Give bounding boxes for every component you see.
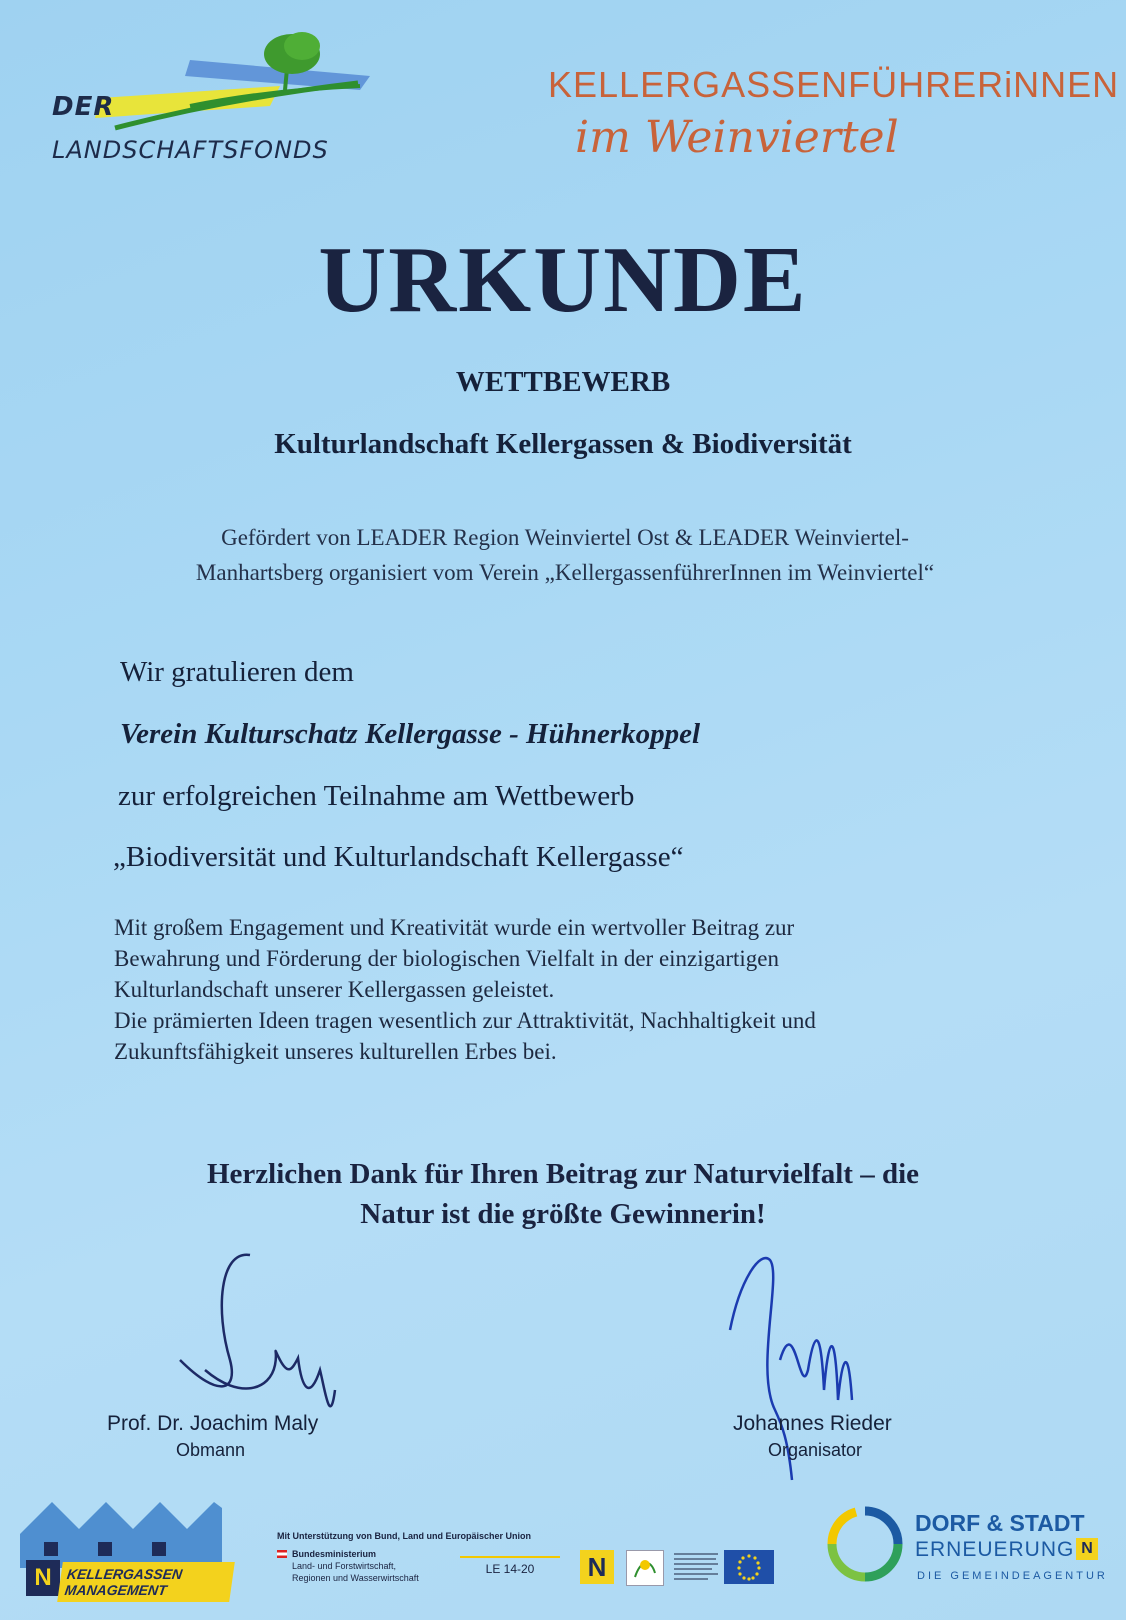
competition-quote: „Biodiversität und Kulturlandschaft Kellergasse“: [113, 841, 684, 873]
signatory-right-name: Johannes Rieder: [733, 1412, 892, 1435]
kellergassen-management-label: [57, 1562, 235, 1602]
signatory-right-role: Organisator: [768, 1440, 863, 1460]
certificate-title: URKUNDE: [318, 228, 808, 332]
ministry-line: Land- und Forstwirtschaft,: [292, 1561, 397, 1571]
funding-note: [100, 520, 1030, 590]
austria-flag-icon: [277, 1550, 287, 1558]
kellergassen-logo-subtitle: im Weinviertel: [575, 112, 899, 163]
dorf-stadt-ring-icon: [826, 1505, 904, 1583]
competition-label: WETTBEWERB: [455, 366, 671, 398]
support-note: Mit Unterstützung von Bund, Land und Europäischer Union: [277, 1531, 531, 1541]
signatory-left-name: Prof. Dr. Joachim Maly: [107, 1412, 319, 1435]
signatory-left-role: Obmann: [176, 1440, 246, 1460]
recipient-name: Verein Kulturschatz Kellergasse - Hühnerkoppel: [120, 718, 701, 750]
noe-logo-icon: N: [580, 1550, 614, 1584]
le-14-20-logo: LE 14-20: [460, 1556, 560, 1586]
noe-small-badge-icon: N: [1076, 1538, 1098, 1560]
landschaftsfonds-line2: LANDSCHAFTSFONDS: [52, 136, 329, 164]
dorf-stadt-line3: DIE GEMEINDEAGENTUR: [917, 1570, 1108, 1582]
body-line: Zukunftsfähigkeit unseres kulturellen Erbes bei.: [114, 1039, 557, 1064]
body-paragraph: [114, 912, 1014, 1067]
dorf-stadt-line2: ERNEUERUNG: [915, 1538, 1075, 1561]
thanks-line: Natur ist die größte Gewinnerin!: [360, 1198, 766, 1230]
body-line: Bewahrung und Förderung der biologischen Vielfalt in der einzigartigen: [114, 946, 780, 971]
eu-fund-text: [672, 1550, 720, 1585]
thanks-message: [60, 1154, 1066, 1234]
leader-logo-icon: [626, 1550, 664, 1586]
body-line: Kulturlandschaft unserer Kellergassen geleistet.: [114, 977, 555, 1002]
signature-maly: [160, 1250, 370, 1430]
ministry-logo: [292, 1548, 419, 1584]
funding-line: Manhartsberg organisiert vom Verein „KellergassenführerInnen im Weinviertel“: [195, 560, 935, 585]
ministry-line: Regionen und Wasserwirtschaft: [292, 1573, 419, 1583]
kgm-line: KELLERGASSEN: [66, 1566, 184, 1582]
ministry-line: Bundesministerium: [292, 1549, 377, 1559]
kgm-line: MANAGEMENT: [63, 1582, 168, 1598]
body-line: Mit großem Engagement und Kreativität wurde ein wertvoller Beitrag zur: [114, 915, 795, 940]
houses-icon: [18, 1498, 228, 1568]
thanks-line: Herzlichen Dank für Ihren Beitrag zur Naturvielfalt – die: [206, 1158, 920, 1190]
dorf-stadt-line1: DORF & STADT: [915, 1510, 1085, 1536]
eu-flag-icon: [724, 1550, 774, 1584]
congrats-text: Wir gratulieren dem: [120, 656, 354, 688]
landschaftsfonds-line1: DER: [52, 92, 115, 122]
participation-text: zur erfolgreichen Teilnahme am Wettbewerb: [118, 780, 635, 812]
funding-line: Gefördert von LEADER Region Weinviertel Ost & LEADER Weinviertel-: [221, 525, 909, 550]
noe-badge-icon: N: [26, 1560, 60, 1596]
kellergassen-logo-title: KELLERGASSENFÜHRERiNNEN: [548, 64, 1120, 105]
body-line: Die prämierten Ideen tragen wesentlich zur Attraktivität, Nachhaltigkeit und: [114, 1008, 816, 1033]
competition-name: Kulturlandschaft Kellergassen & Biodiversität: [274, 428, 852, 460]
